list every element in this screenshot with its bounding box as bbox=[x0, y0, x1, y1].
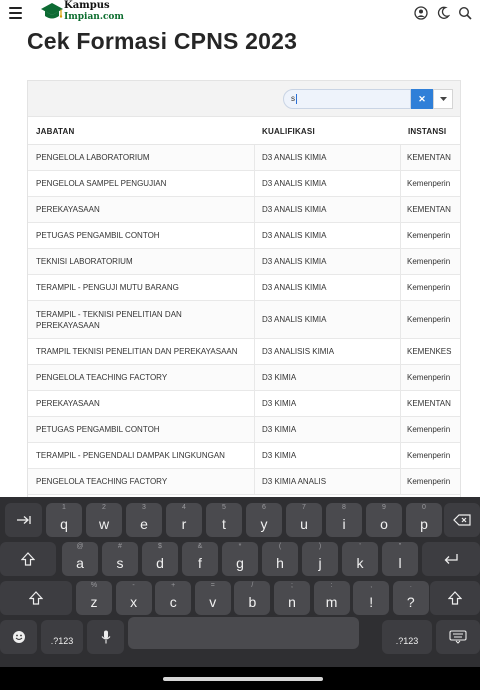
instansi-cell: Kemenperin bbox=[407, 283, 451, 292]
instansi-cell: Kemenperin bbox=[407, 373, 451, 382]
key-hint: & bbox=[197, 543, 203, 550]
key-label: a bbox=[76, 555, 84, 571]
chevron-down-icon bbox=[440, 97, 447, 101]
table-row bbox=[28, 417, 460, 443]
key-label: j bbox=[318, 555, 322, 571]
key-p[interactable] bbox=[406, 503, 442, 537]
key-z[interactable] bbox=[76, 581, 112, 615]
table-row bbox=[28, 365, 460, 391]
key-d[interactable] bbox=[142, 542, 178, 576]
shift-icon bbox=[29, 591, 43, 605]
microphone-key[interactable] bbox=[87, 620, 124, 654]
backspace-icon bbox=[453, 514, 471, 526]
key-label: e bbox=[140, 516, 148, 532]
key-label: o bbox=[380, 516, 388, 532]
jabatan-cell: TEKNISI LABORATORIUM bbox=[28, 249, 255, 274]
numbers-key-left-label: .?123 bbox=[50, 636, 74, 646]
jabatan-cell: PEREKAYASAAN bbox=[28, 391, 255, 416]
key-j[interactable] bbox=[302, 542, 338, 576]
key-s[interactable] bbox=[102, 542, 138, 576]
key-hint: , bbox=[370, 582, 373, 589]
jabatan-cell: TERAMPIL - PENGENDALI DAMPAK LINGKUNGAN bbox=[28, 443, 255, 468]
key-label: s bbox=[116, 555, 124, 571]
formasi-table-panel bbox=[27, 80, 461, 500]
jabatan-cell: PEREKAYASAAN bbox=[28, 197, 255, 222]
key-m[interactable] bbox=[314, 581, 350, 615]
instansi-cell: KEMENKES bbox=[407, 347, 452, 356]
jabatan-cell: PETUGAS PENGAMBIL CONTOH bbox=[28, 417, 255, 442]
table-row bbox=[28, 249, 460, 275]
key-hint: = bbox=[210, 582, 215, 589]
kualifikasi-cell: D3 KIMIA bbox=[255, 365, 401, 390]
kualifikasi-cell: D3 ANALIS KIMIA bbox=[255, 197, 401, 222]
key-hint: % bbox=[90, 582, 98, 589]
shift-icon bbox=[21, 552, 35, 566]
tab-icon bbox=[16, 515, 32, 525]
kualifikasi-cell: D3 ANALIS KIMIA bbox=[255, 171, 401, 196]
key-exclamation[interactable] bbox=[353, 581, 389, 615]
keyboard-hide-icon bbox=[449, 630, 467, 644]
key-x[interactable] bbox=[116, 581, 152, 615]
key-hint: $ bbox=[158, 543, 162, 550]
key-label: c bbox=[169, 594, 177, 610]
column-header-kualifikasi[interactable]: KUALIFIKASI bbox=[262, 127, 315, 136]
instansi-cell: KEMENTAN bbox=[407, 205, 451, 214]
key-n[interactable] bbox=[274, 581, 310, 615]
key-label: f bbox=[198, 555, 202, 571]
kualifikasi-cell: D3 KIMIA bbox=[255, 417, 401, 442]
jabatan-cell: TERAMPIL - PENGUJI MUTU BARANG bbox=[28, 275, 255, 300]
key-label: t bbox=[222, 516, 226, 532]
jabatan-cell: PETUGAS PENGAMBIL CONTOH bbox=[28, 223, 255, 248]
jabatan-cell: PENGELOLA TEACHING FACTORY bbox=[28, 469, 255, 494]
instansi-cell: KEMENTAN bbox=[407, 399, 451, 408]
graduation-cap-icon bbox=[40, 1, 64, 23]
key-hint: 5 bbox=[222, 504, 226, 511]
key-hint: 2 bbox=[102, 504, 106, 511]
system-navigation-bar bbox=[0, 667, 480, 690]
table-row bbox=[28, 301, 460, 339]
jabatan-cell: PENGELOLA TEACHING FACTORY bbox=[28, 365, 255, 390]
key-label: b bbox=[248, 594, 257, 610]
table-row bbox=[28, 469, 460, 495]
key-hint: + bbox=[171, 582, 176, 589]
key-c[interactable] bbox=[155, 581, 191, 615]
key-h[interactable] bbox=[262, 542, 298, 576]
table-row bbox=[28, 275, 460, 301]
key-g[interactable] bbox=[222, 542, 258, 576]
kualifikasi-cell: D3 KIMIA bbox=[255, 391, 401, 416]
search-icon[interactable] bbox=[458, 6, 472, 20]
kualifikasi-cell: D3 KIMIA bbox=[255, 443, 401, 468]
key-v[interactable] bbox=[195, 581, 231, 615]
instansi-cell: Kemenperin bbox=[407, 477, 451, 486]
table-body bbox=[28, 145, 460, 495]
jabatan-cell: PENGELOLA LABORATORIUM bbox=[28, 145, 255, 170]
key-hint: 4 bbox=[182, 504, 186, 511]
table-row bbox=[28, 171, 460, 197]
backspace-key[interactable] bbox=[444, 503, 480, 537]
dark-mode-icon[interactable] bbox=[436, 6, 450, 20]
key-f[interactable] bbox=[182, 542, 218, 576]
column-header-instansi[interactable]: INSTANSI bbox=[408, 127, 447, 136]
key-hint: " bbox=[398, 543, 402, 550]
key-hint: 9 bbox=[382, 504, 386, 511]
key-q[interactable] bbox=[46, 503, 82, 537]
kualifikasi-cell: D3 ANALISIS KIMIA bbox=[255, 339, 401, 364]
jabatan-cell: TRAMPIL TEKNISI PENELITIAN DAN PEREKAYASAAN bbox=[28, 339, 255, 364]
instansi-cell: Kemenperin bbox=[407, 231, 451, 240]
logo-text-impian: Impian.com bbox=[64, 12, 124, 22]
key-hint: 8 bbox=[342, 504, 346, 511]
numbers-key-right[interactable] bbox=[382, 620, 432, 654]
key-label: w bbox=[98, 516, 110, 532]
kualifikasi-cell: D3 ANALIS KIMIA bbox=[255, 223, 401, 248]
search-dropdown-button[interactable] bbox=[433, 89, 453, 109]
key-y[interactable] bbox=[246, 503, 282, 537]
key-label: l bbox=[398, 555, 402, 571]
key-hint: . bbox=[409, 582, 412, 589]
shift-key-left[interactable] bbox=[0, 581, 72, 615]
jabatan-cell: TERAMPIL - TEKNISI PENELITIAN DAN PEREKAYASAAN bbox=[28, 301, 255, 338]
tab-key[interactable] bbox=[5, 503, 42, 537]
emoji-key[interactable] bbox=[0, 620, 37, 654]
key-label: p bbox=[420, 516, 428, 532]
numbers-key-left[interactable] bbox=[41, 620, 83, 654]
table-header bbox=[28, 118, 460, 145]
key-hint: ' bbox=[359, 543, 361, 550]
menu-icon[interactable] bbox=[9, 7, 22, 19]
key-label: q bbox=[60, 516, 68, 532]
enter-icon bbox=[443, 553, 459, 565]
microphone-icon bbox=[101, 630, 111, 645]
instansi-cell: Kemenperin bbox=[407, 425, 451, 434]
key-hint: 6 bbox=[262, 504, 266, 511]
column-header-jabatan[interactable]: JABATAN bbox=[36, 127, 75, 136]
table-row bbox=[28, 145, 460, 171]
account-icon[interactable] bbox=[414, 6, 428, 20]
key-w[interactable] bbox=[86, 503, 122, 537]
page-title: Cek Formasi CPNS 2023 bbox=[27, 28, 298, 54]
numbers-key-right-label: .?123 bbox=[395, 636, 419, 646]
key-hint: ; bbox=[291, 582, 293, 589]
key-label: i bbox=[342, 516, 346, 532]
logo-text-kampus: Kampus bbox=[64, 0, 110, 11]
key-r[interactable] bbox=[166, 503, 202, 537]
kualifikasi-cell: D3 KIMIA ANALIS bbox=[255, 469, 401, 494]
key-label: h bbox=[276, 555, 284, 571]
kualifikasi-cell: D3 ANALIS KIMIA bbox=[255, 249, 401, 274]
key-label: k bbox=[356, 555, 364, 571]
key-label: v bbox=[209, 594, 217, 610]
key-o[interactable] bbox=[366, 503, 402, 537]
key-u[interactable] bbox=[286, 503, 322, 537]
table-search-input[interactable] bbox=[283, 89, 411, 109]
shift-icon bbox=[448, 591, 462, 605]
home-indicator[interactable] bbox=[163, 677, 323, 681]
key-hint: - bbox=[132, 582, 135, 589]
instansi-cell: Kemenperin bbox=[407, 257, 451, 266]
on-screen-keyboard bbox=[0, 497, 480, 667]
key-label: x bbox=[130, 594, 138, 610]
key-hint: 7 bbox=[302, 504, 306, 511]
key-label: y bbox=[260, 516, 268, 532]
key-label: r bbox=[181, 516, 187, 532]
shift-key-right[interactable] bbox=[430, 581, 480, 615]
space-key[interactable] bbox=[128, 617, 359, 649]
key-hint: / bbox=[251, 582, 254, 589]
key-label: ! bbox=[369, 594, 374, 610]
instansi-cell: KEMENTAN bbox=[407, 153, 451, 162]
key-question[interactable] bbox=[393, 581, 429, 615]
key-label: d bbox=[156, 555, 164, 571]
instansi-cell: Kemenperin bbox=[407, 315, 451, 324]
text-cursor bbox=[296, 94, 297, 104]
key-hint: : bbox=[330, 582, 333, 589]
instansi-cell: Kemenperin bbox=[407, 451, 451, 460]
table-row bbox=[28, 223, 460, 249]
key-hint: ( bbox=[278, 543, 282, 550]
key-l[interactable] bbox=[382, 542, 418, 576]
table-row bbox=[28, 391, 460, 417]
site-header bbox=[0, 0, 480, 30]
clear-search-button[interactable] bbox=[411, 89, 433, 109]
key-label: n bbox=[288, 594, 296, 610]
key-hint: 1 bbox=[62, 504, 66, 511]
kualifikasi-cell: D3 ANALIS KIMIA bbox=[255, 275, 401, 300]
table-toolbar bbox=[28, 81, 460, 117]
enter-key[interactable] bbox=[422, 542, 480, 576]
key-a[interactable] bbox=[62, 542, 98, 576]
key-e[interactable] bbox=[126, 503, 162, 537]
close-icon: ✕ bbox=[418, 94, 426, 104]
table-row bbox=[28, 339, 460, 365]
key-i[interactable] bbox=[326, 503, 362, 537]
hide-keyboard-key[interactable] bbox=[436, 620, 480, 654]
table-row bbox=[28, 197, 460, 223]
kualifikasi-cell: D3 ANALIS KIMIA bbox=[255, 301, 401, 338]
instansi-cell: Kemenperin bbox=[407, 179, 451, 188]
jabatan-cell: PENGELOLA SAMPEL PENGUJIAN bbox=[28, 171, 255, 196]
key-k[interactable] bbox=[342, 542, 378, 576]
key-label: u bbox=[300, 516, 308, 532]
key-hint: 3 bbox=[142, 504, 146, 511]
site-logo[interactable] bbox=[40, 1, 140, 25]
key-hint: @ bbox=[76, 543, 84, 550]
key-hint: ) bbox=[318, 543, 322, 550]
search-input-value: s bbox=[291, 94, 295, 103]
shift-key-left-top[interactable] bbox=[0, 542, 56, 576]
key-hint: 0 bbox=[422, 504, 426, 511]
key-label: m bbox=[325, 594, 338, 610]
table-row bbox=[28, 443, 460, 469]
key-label: g bbox=[236, 555, 244, 571]
kualifikasi-cell: D3 ANALIS KIMIA bbox=[255, 145, 401, 170]
key-hint: * bbox=[238, 543, 242, 550]
key-t[interactable] bbox=[206, 503, 242, 537]
key-b[interactable] bbox=[234, 581, 270, 615]
key-label: ? bbox=[406, 594, 415, 610]
emoji-icon bbox=[12, 630, 26, 644]
key-label: z bbox=[90, 594, 98, 610]
key-hint: # bbox=[118, 543, 122, 550]
